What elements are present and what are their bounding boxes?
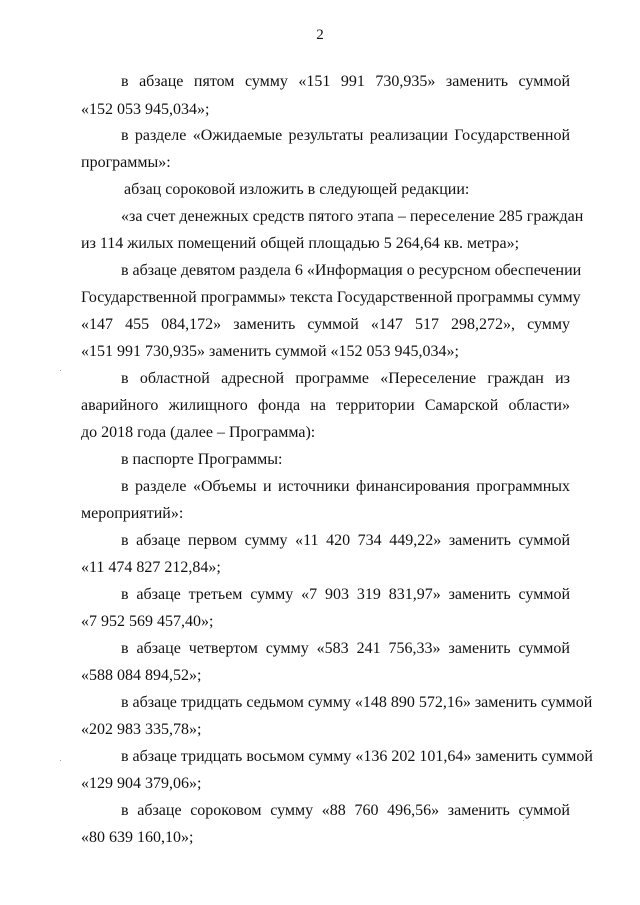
text-line: мероприятий»: — [81, 505, 184, 522]
text-line: программы»: — [81, 154, 171, 171]
text-line: Государственной программы» текста Государственной программы сумму — [81, 289, 581, 306]
text-line: «80 639 160,10»; — [81, 829, 194, 846]
scan-speck — [60, 370, 61, 371]
text-line: в абзаце четвертом сумму «583 241 756,33» заменить суммой — [121, 640, 570, 657]
text-line: «за счет денежных средств пятого этапа – переселение 285 граждан — [121, 208, 584, 225]
text-line: в абзаце первом сумму «11 420 734 449,22» заменить суммой — [121, 532, 570, 549]
scan-speck — [60, 760, 61, 761]
text-line: в паспорте Программы: — [121, 451, 283, 468]
text-line: абзац сороковой изложить в следующей редакции: — [124, 181, 470, 198]
scan-speck — [523, 820, 524, 821]
text-line: в абзаце третьем сумму «7 903 319 831,97» заменить суммой — [121, 586, 570, 603]
text-line: «7 952 569 457,40»; — [81, 613, 214, 630]
text-line: в абзаце сороковом сумму «88 760 496,56» заменить суммой — [121, 802, 570, 819]
text-line: в разделе «Ожидаемые результаты реализации Государственной — [121, 127, 570, 144]
text-line: в абзаце девятом раздела 6 «Информация о ресурсном обеспечении — [121, 262, 582, 279]
text-line: в областной адресной программе «Переселение граждан из — [121, 370, 570, 387]
text-line: «202 983 335,78»; — [81, 721, 202, 738]
text-line: в абзаце тридцать восьмом сумму «136 202 101,64» заменить суммой — [121, 748, 593, 765]
text-line: «151 991 730,935» заменить суммой «152 053 945,034»; — [81, 343, 459, 360]
text-line: «129 904 379,06»; — [81, 775, 202, 792]
text-line: до 2018 года (далее – Программа): — [81, 424, 316, 441]
text-line: аварийного жилищного фонда на территории Самарской области» — [81, 397, 570, 414]
text-line: «147 455 084,172» заменить суммой «147 517 298,272», сумму — [81, 316, 570, 333]
text-line: «588 084 894,52»; — [81, 667, 202, 684]
text-line: в абзаце пятом сумму «151 991 730,935» заменить суммой — [121, 73, 570, 90]
page-number: 2 — [316, 27, 324, 43]
text-line: «152 053 945,034»; — [81, 101, 210, 118]
text-line: в разделе «Объемы и источники финансирования программных — [121, 478, 570, 495]
text-line: «11 474 827 212,84»; — [81, 559, 221, 576]
text-line: из 114 жилых помещений общей площадью 5 264,64 кв. метра»; — [81, 235, 520, 252]
text-line: в абзаце тридцать седьмом сумму «148 890 572,16» заменить суммой — [121, 694, 593, 711]
